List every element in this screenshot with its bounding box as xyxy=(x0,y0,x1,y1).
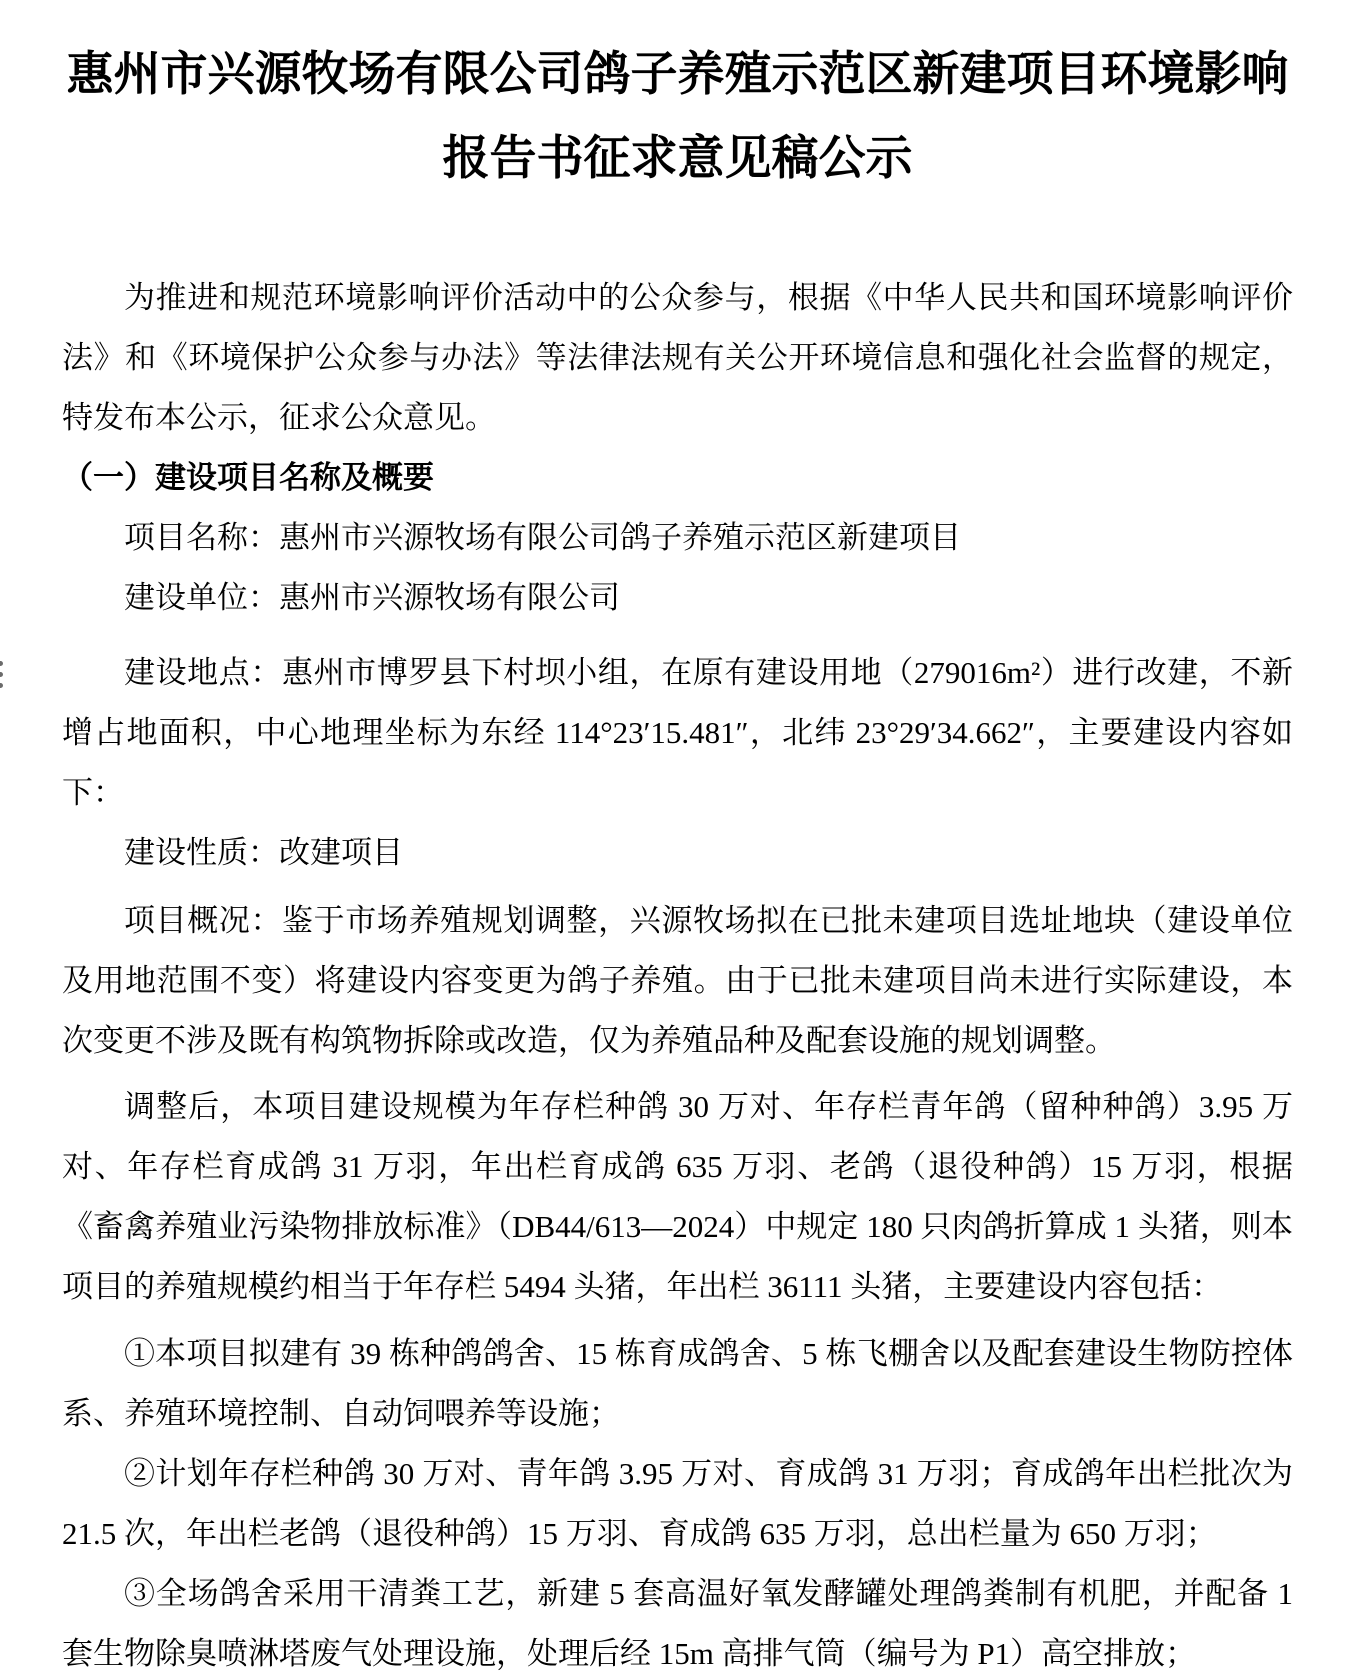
dot-icon xyxy=(0,661,3,666)
section-heading: （一）建设项目名称及概要 xyxy=(62,460,434,495)
dot-icon xyxy=(0,683,3,688)
item1-paragraph: ①本项目拟建有 39 栋种鸽鸽舍、15 栋育成鸽舍、5 栋飞棚舍以及配套建设生物防控体系、养殖环境控制、自动饲喂养等设施； xyxy=(62,1336,1293,1431)
title-line-1: 惠州市兴源牧场有限公司鸽子养殖示范区新建项目环境影响 xyxy=(66,47,1289,102)
construction-unit-paragraph: 建设单位：惠州市兴源牧场有限公司 xyxy=(124,580,620,615)
title-line-2: 报告书征求意见稿公示 xyxy=(442,131,913,186)
location-paragraph: 建设地点：惠州市博罗县下村坝小组，在原有建设用地（279016m²）进行改建，不新增占地面积，中心地理坐标为东经 114°23′15.481″，北纬 23°29′34.662″，主要建设内容如下： xyxy=(62,655,1293,810)
item2-paragraph: ②计划年存栏种鸽 30 万对、青年鸽 3.95 万对、育成鸽 31 万羽；育成鸽年出栏批次为 21.5 次，年出栏老鸽（退役种鸽）15 万羽、育成鸽 635 万羽，总出栏量为 650 万羽； xyxy=(62,1456,1293,1551)
scale-paragraph: 调整后，本项目建设规模为年存栏种鸽 30 万对、年存栏青年鸽（留种种鸽）3.95 万对、年存栏育成鸽 31 万羽，年出栏育成鸽 635 万羽、老鸽（退役种鸽）15 万羽，根据《畜禽养殖业污染物排放标准》（DB44/613—2024）中规定 180 只肉鸽折算成 1 头猪，则本项目的养殖规模约相当于年存栏 5494 头猪，年出栏 36111 头猪，主要建设内容包括： xyxy=(62,1089,1293,1304)
overview-paragraph: 项目概况：鉴于市场养殖规划调整，兴源牧场拟在已批未建项目选址地块（建设单位及用地范围不变）将建设内容变更为鸽子养殖。由于已批未建项目尚未进行实际建设，本次变更不涉及既有构筑物拆除或改造，仅为养殖品种及配套设施的规划调整。 xyxy=(62,903,1293,1058)
item3-paragraph: ③全场鸽舍采用干清粪工艺，新建 5 套高温好氧发酵罐处理鸽粪制有机肥，并配备 1 套生物除臭喷淋塔废气处理设施，处理后经 15m 高排气筒（编号为 P1）高空排放； xyxy=(62,1576,1293,1671)
vertical-dots-handle[interactable] xyxy=(0,661,3,688)
project-name-paragraph: 项目名称：惠州市兴源牧场有限公司鸽子养殖示范区新建项目 xyxy=(124,520,961,555)
nature-paragraph: 建设性质：改建项目 xyxy=(124,835,403,870)
dot-icon xyxy=(0,672,3,677)
document-title xyxy=(62,33,1293,201)
intro-paragraph: 为推进和规范环境影响评价活动中的公众参与，根据《中华人民共和国环境影响评价法》和《环境保护公众参与办法》等法律法规有关公开环境信息和强化社会监督的规定，特发布本公示，征求公众意见。 xyxy=(62,280,1293,435)
